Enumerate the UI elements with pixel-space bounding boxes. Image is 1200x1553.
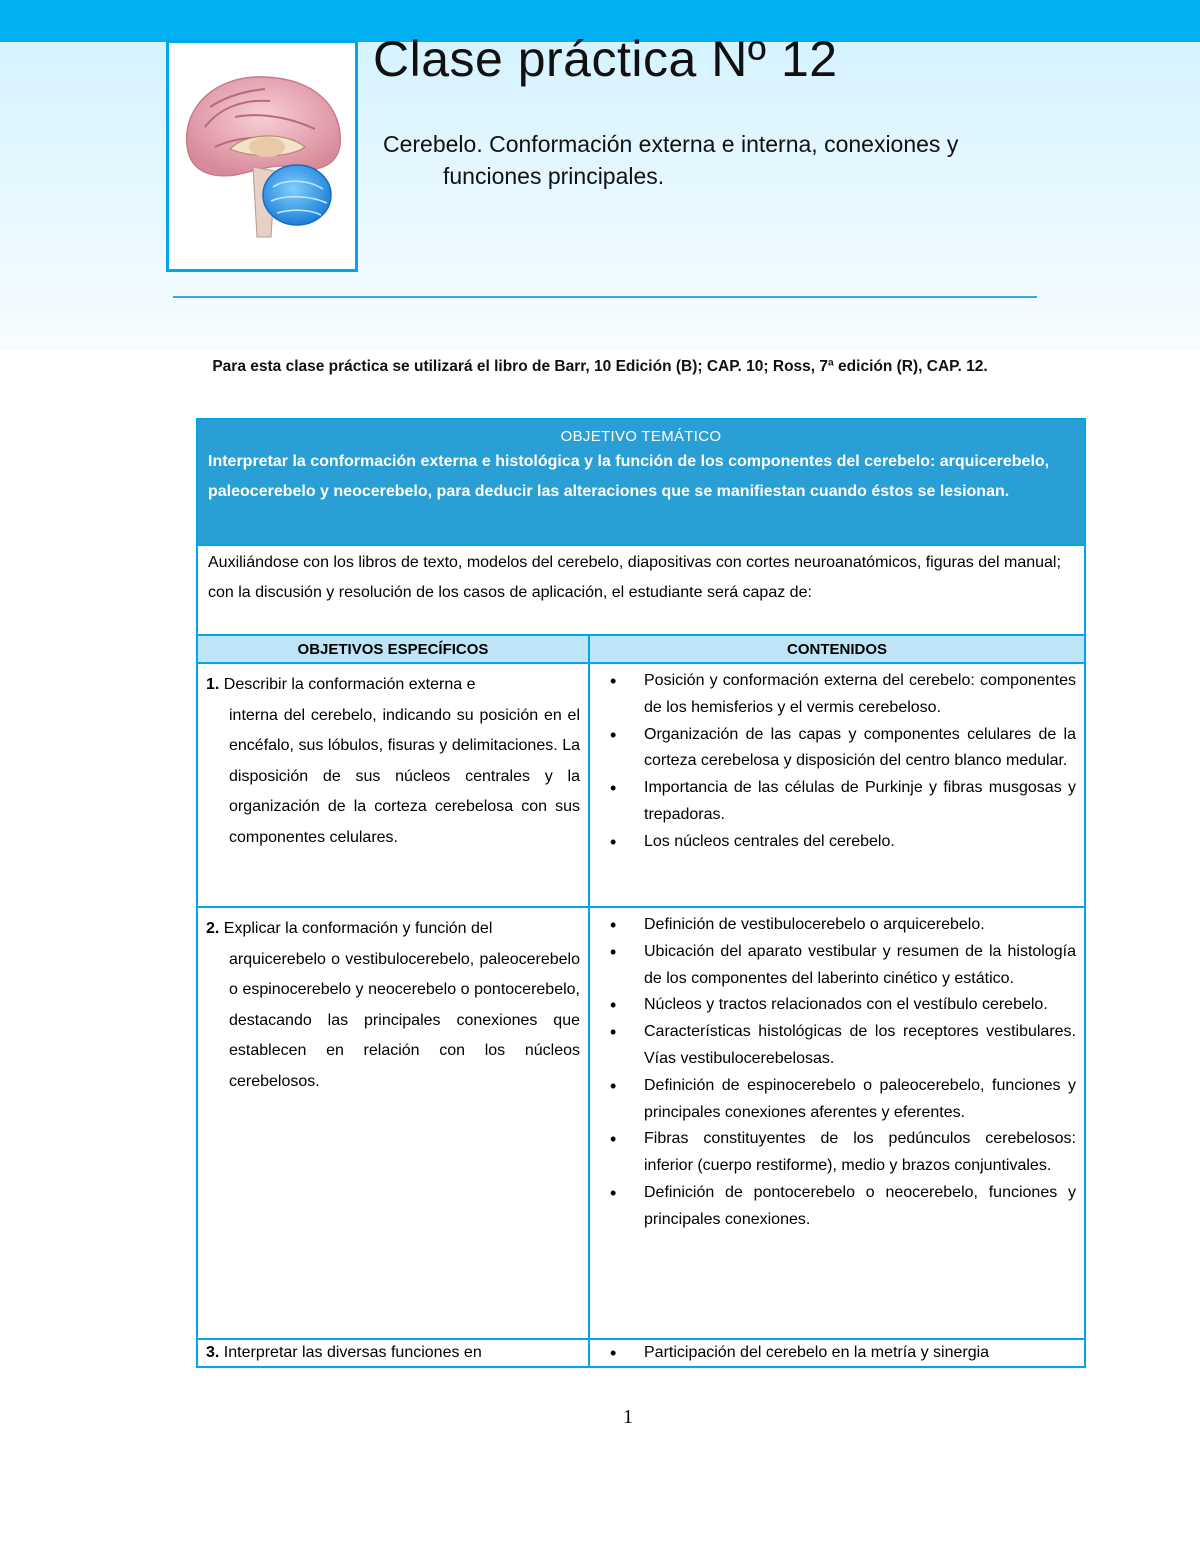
subtitle-line-1: Cerebelo. Conformación externa e interna, conexiones y — [383, 131, 959, 157]
content-item: • Características histológicas de los receptores vestibulares. Vías vestibulocerebelosas. — [596, 1019, 1076, 1073]
column-header-objetivos: OBJETIVOS ESPECÍFICOS — [198, 634, 590, 664]
contents-list-3 — [596, 1340, 1076, 1366]
content-item: • Definición de vestibulocerebelo o arquicerebelo. — [596, 912, 1076, 939]
objective-cell-2 — [198, 908, 590, 1340]
content-item: • Definición de espinocerebelo o paleocerebelo, funciones y principales conexiones aferentes y eferentes. — [596, 1073, 1076, 1127]
objective-first-line: Interpretar las diversas funciones en — [223, 1344, 482, 1361]
content-item: • Definición de pontocerebelo o neocerebelo, funciones y principales conexiones. — [596, 1180, 1076, 1234]
objective-rest: interna del cerebelo, indicando su posición en el encéfalo, sus lóbulos, fisuras y delimitaciones. La disposición de sus núcleos centrales y la organización de la corteza cerebelosa con sus componentes celulares. — [229, 706, 580, 846]
contents-list-1 — [596, 668, 1076, 856]
page-title: Clase práctica Nº 12 — [373, 31, 838, 87]
contents-cell-1 — [590, 664, 1084, 906]
objective-first-line: Describir la conformación externa e — [223, 676, 476, 693]
content-item: • Núcleos y tractos relacionados con el vestíbulo cerebelo. — [596, 992, 1076, 1019]
content-item: • Los núcleos centrales del cerebelo. — [596, 829, 1076, 856]
objective-first-line: Explicar la conformación y función del — [223, 920, 493, 937]
content-item: • Importancia de las células de Purkinje y fibras musgosas y trepadoras. — [596, 775, 1076, 829]
contents-list-2 — [596, 912, 1076, 1234]
objetivo-tematico-header — [198, 420, 1084, 544]
content-item: • Posición y conformación externa del cerebelo: componentes de los hemisferios y el vermis cerebeloso. — [596, 668, 1076, 722]
column-header-contenidos: CONTENIDOS — [590, 634, 1084, 664]
objetivo-tematico-text: Interpretar la conformación externa e histológica y la función de los componentes del cerebelo: arquicerebelo, paleocerebelo y neocerebelo, para deducir las alteraciones que se manifiestan cuando éstos se lesionan. — [208, 453, 1050, 500]
objectives-table — [196, 418, 1086, 1368]
objective-rest: arquicerebelo o vestibulocerebelo, paleocerebelo o espinocerebelo y neocerebelo o pontocerebelo, destacando las principales conexiones que establecen en relación con los núcleos cerebelosos. — [229, 950, 580, 1090]
objective-number: 3. — [206, 1344, 220, 1361]
brain-image-frame — [166, 40, 358, 272]
objective-text-3 — [206, 1340, 580, 1366]
page-subtitle — [383, 128, 1123, 192]
page-number: 1 — [623, 1406, 633, 1428]
objetivo-tematico-label: OBJETIVO TEMÁTICO — [560, 428, 722, 445]
content-item: • Organización de las capas y componentes celulares de la corteza cerebelosa y disposición del centro blanco medular. — [596, 722, 1076, 776]
content-item: • Ubicación del aparato vestibular y resumen de la histología de los componentes del laberinto cinético y estático. — [596, 939, 1076, 993]
objective-number: 1. — [206, 676, 220, 693]
brain-illustration — [175, 67, 349, 247]
contents-cell-3 — [590, 1340, 1084, 1366]
content-item: • Fibras constituyentes de los pedúnculos cerebelosos: inferior (cuerpo restiforme), medio y brazos conjuntivales. — [596, 1126, 1076, 1180]
objective-text-2 — [206, 914, 580, 1097]
intro-text: Para esta clase práctica se utilizará el libro de Barr, 10 Edición (B); CAP. 10; Ross, 7ª edición (R), CAP. 12. — [212, 358, 988, 375]
objective-cell-1 — [198, 664, 590, 906]
auxiliandose-text: Auxiliándose con los libros de texto, modelos del cerebelo, diapositivas con cortes neuroanatómicos, figuras del manual; con la discusión y resolución de los casos de aplicación, el estudiante será capaz de: — [198, 544, 1084, 634]
content-item: • Participación del cerebelo en la metría y sinergia — [596, 1340, 1076, 1366]
contents-cell-2 — [590, 908, 1084, 1340]
subtitle-line-2: funciones principales. — [443, 163, 665, 189]
header-divider — [173, 296, 1037, 298]
objective-cell-3 — [198, 1340, 590, 1366]
objective-text-1 — [206, 670, 580, 853]
objective-number: 2. — [206, 920, 220, 937]
